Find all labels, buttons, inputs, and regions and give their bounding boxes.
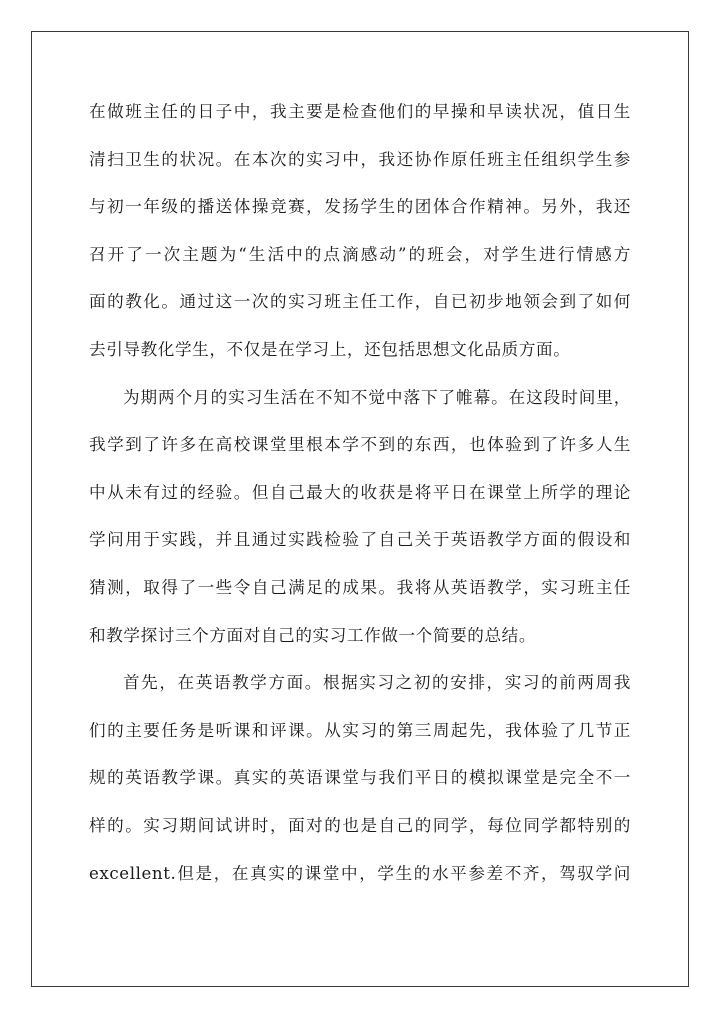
body-text [89,88,631,897]
text-line: 在做班主任的日子中，我主要是检查他们的早操和早读状况，值日生 [89,102,631,121]
text-line: 面的教化。通过这一次的实习班主任工作，自已初步地领会到了如何 [89,292,631,312]
text-line: 首先，在英语教学方面。根据实习之初的安排，实习的前两周我 [123,673,631,693]
text-line: 去引导教化学生，不仅是在学习上，还包括思想文化品质方面。 [89,339,571,359]
text-line: 猜测，取得了一些令自己满足的成果。我将从英语教学，实习班主任 [89,577,631,597]
text-line: 中从未有过的经验。但自己最大的收获是将平日在课堂上所学的理论 [89,482,631,502]
text-line: 为期两个月的实习生活在不知不觉中落下了帷幕。在这段时间里， [123,387,631,407]
text-line: excellent.但是，在真实的课堂中，学生的水平参差不齐，驾驭学问 [89,863,631,883]
text-line: 清扫卫生的状况。在本次的实习中，我还协作原任班主任组织学生参 [89,149,631,169]
text-line: 和教学探讨三个方面对自己的实习工作做一个简要的总结。 [89,625,537,645]
text-line: 规的英语教学课。真实的英语课堂与我们平日的模拟课堂是完全不一 [89,768,631,788]
text-line: 我学到了许多在高校课堂里根本学不到的东西，也体验到了许多人生 [89,435,631,455]
text-line: 们的主要任务是听课和评课。从实习的第三周起先，我体验了几节正 [89,720,631,740]
text-line: 召开了一次主题为“生活中的点滴感动”的班会，对学生进行情感方 [89,244,631,264]
text-line: 样的。实习期间试讲时，面对的也是自己的同学，每位同学都特别的 [89,815,631,835]
text-line: 学问用于实践，并且通过实践检验了自己关于英语教学方面的假设和 [89,530,631,550]
text-line: 与初一年级的播送体操竞赛，发扬学生的团体合作精神。另外，我还 [89,197,631,217]
